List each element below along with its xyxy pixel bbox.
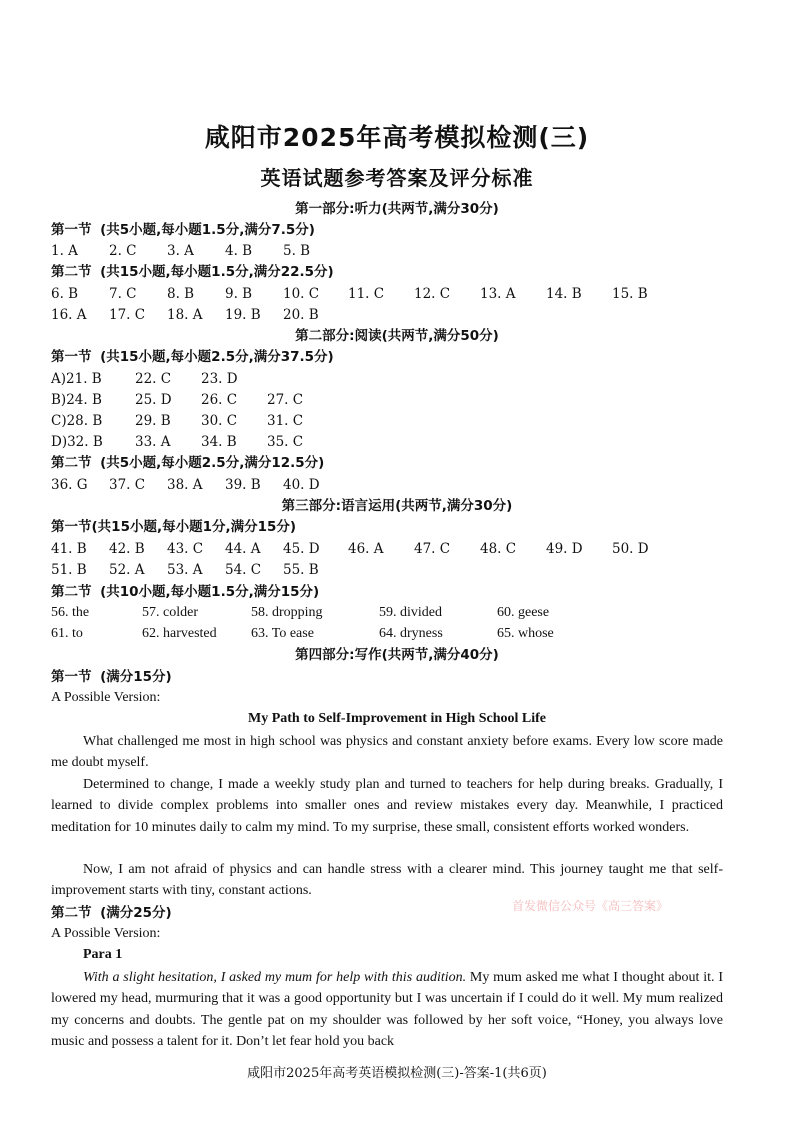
answer-item: 34. B <box>201 434 237 450</box>
answer-item: 4. B <box>225 243 253 259</box>
answer-item: 2. C <box>109 243 137 259</box>
answer-item: 63. To ease <box>251 626 314 641</box>
essay-paragraph: What challenged me most in high school was physics and constant anxiety before exams. Every low score made me doubt myself. <box>51 734 723 771</box>
answer-item: 6. B <box>51 286 79 302</box>
possible-version-label: A Possible Version: <box>51 926 161 941</box>
part2-heading: 第二部分:阅读(共两节,满分50分) <box>295 328 499 344</box>
part4-heading: 第四部分:写作(共两节,满分40分) <box>295 647 499 663</box>
answer-item: 27. C <box>267 392 304 408</box>
answer-item: 19. B <box>225 307 261 323</box>
continuation-text: My mum asked me what I thought about it. I lowered my head, murmuring that it was a good opportunity but I was uncertain if I could do it well. My mum realized my concerns and doubts. The gentle pat on my shoulder was followed by her soft voice, “Honey, you always love music and possess a talent for it. Don’t let fear hold you back <box>51 970 723 1049</box>
watermark: 首发微信公众号《高三答案》 <box>512 899 669 913</box>
answer-item: 43. C <box>167 541 204 557</box>
answer-item: 10. C <box>283 286 320 302</box>
answer-item: 51. B <box>51 562 87 578</box>
part4-sec1-header <box>51 667 172 687</box>
part2-sec1-header <box>51 347 334 367</box>
answer-item: 25. D <box>135 392 172 408</box>
answer-item: 46. A <box>348 541 384 557</box>
section-label: 第二节 <box>51 264 92 280</box>
answer-item: 52. A <box>109 562 145 578</box>
answer-item: 53. A <box>167 562 203 578</box>
answer-item: 1. A <box>51 243 78 259</box>
answer-item: 31. C <box>267 413 304 429</box>
answer-item: 41. B <box>51 541 87 557</box>
continuation-paragraph <box>51 967 723 1052</box>
section-desc: (共10小题,每小题1.5分,满分15分) <box>100 584 320 600</box>
answer-item: 37. C <box>109 477 146 493</box>
answer-item: 17. C <box>109 307 146 323</box>
section-label: 第二节 <box>51 584 92 600</box>
answer-item: B)24. B <box>51 392 102 408</box>
section-label: 第二节 <box>51 905 92 921</box>
para-label: Para 1 <box>83 947 123 962</box>
answer-item: 62. harvested <box>142 626 217 641</box>
part3-sec1-header <box>51 517 296 537</box>
answer-item: 22. C <box>135 371 172 387</box>
document-subtitle: 英语试题参考答案及评分标准 <box>260 166 534 190</box>
answer-item: 65. whose <box>497 626 554 641</box>
part1-heading: 第一部分:听力(共两节,满分30分) <box>295 201 499 217</box>
answer-item: 8. B <box>167 286 195 302</box>
section-label: 第一节 <box>51 222 92 238</box>
answer-item: 49. D <box>546 541 583 557</box>
section-label: 第一节 <box>51 669 92 685</box>
essay-paragraph: Determined to change, I made a weekly study plan and turned to teachers for help during breaks. Gradually, I learned to divide complex problems into smaller ones and review mistakes every day. Meanwhile, I practiced meditation for 10 minutes daily to calm my mind. To my surprise, these small, consistent efforts worked wonders. <box>51 777 723 835</box>
section-desc: (共5小题,每小题1.5分,满分7.5分) <box>100 222 315 238</box>
answer-item: 26. C <box>201 392 238 408</box>
answer-item: 58. dropping <box>251 605 323 620</box>
section-desc: (共15小题,每小题1分,满分15分) <box>91 519 297 535</box>
part1-sec1-header <box>51 220 315 240</box>
answer-item: 56. the <box>51 605 90 620</box>
answer-item: 39. B <box>225 477 261 493</box>
answer-item: 55. B <box>283 562 319 578</box>
answer-item: 57. colder <box>142 605 198 620</box>
section-desc: (共15小题,每小题1.5分,满分22.5分) <box>100 264 334 280</box>
answer-item: 38. A <box>167 477 203 493</box>
answer-item: 47. C <box>414 541 451 557</box>
section-label: 第一节 <box>51 349 92 365</box>
answer-item: D)32. B <box>51 434 103 450</box>
section-desc: (满分15分) <box>100 669 172 685</box>
possible-version-label: A Possible Version: <box>51 690 161 705</box>
answer-item: 40. D <box>283 477 320 493</box>
answer-item: 45. D <box>283 541 320 557</box>
part2-sec2-header <box>51 453 324 473</box>
section-label: 第一节 <box>51 519 92 535</box>
essay-paragraph: Now, I am not afraid of physics and can handle stress with a clearer mind. This journey taught me that self-improvement starts with tiny, constant actions. <box>51 862 723 899</box>
answer-item: 11. C <box>348 286 385 302</box>
answer-item: 20. B <box>283 307 319 323</box>
answer-item: 48. C <box>480 541 517 557</box>
answer-item: 61. to <box>51 626 83 641</box>
answer-item: 35. C <box>267 434 304 450</box>
answer-item: 44. A <box>225 541 261 557</box>
section-desc: (共15小题,每小题2.5分,满分37.5分) <box>100 349 334 365</box>
answer-item: 36. G <box>51 477 88 493</box>
answer-item: 60. geese <box>497 605 550 620</box>
section-desc: (满分25分) <box>100 905 172 921</box>
essay-title: My Path to Self-Improvement in High School Life <box>247 711 546 726</box>
answer-item: 14. B <box>546 286 582 302</box>
answer-item: 12. C <box>414 286 451 302</box>
answer-item: 30. C <box>201 413 238 429</box>
answer-item: 54. C <box>225 562 262 578</box>
answer-item: 7. C <box>109 286 137 302</box>
part4-sec2-header <box>51 903 172 923</box>
answer-item: 3. A <box>167 243 194 259</box>
part3-sec2-header <box>51 582 319 602</box>
answer-item: 9. B <box>225 286 253 302</box>
answer-item: C)28. B <box>51 413 103 429</box>
section-desc: (共5小题,每小题2.5分,满分12.5分) <box>100 455 325 471</box>
answer-item: 42. B <box>109 541 145 557</box>
answer-item: 5. B <box>283 243 311 259</box>
answer-item: 29. B <box>135 413 171 429</box>
part3-heading: 第三部分:语言运用(共两节,满分30分) <box>281 498 513 514</box>
given-opening-sentence: With a slight hesitation, I asked my mum for help with this audition. <box>83 970 467 985</box>
answer-item: 64. dryness <box>379 626 443 641</box>
answer-item: 13. A <box>480 286 516 302</box>
answer-item: 16. A <box>51 307 87 323</box>
answer-item: 59. divided <box>379 605 442 620</box>
page-footer: 咸阳市2025年高考英语模拟检测(三)-答案-1(共6页) <box>247 1066 547 1081</box>
answer-item: 50. D <box>612 541 649 557</box>
document-title: 咸阳市2025年高考模拟检测(三) <box>204 123 590 152</box>
answer-item: 18. A <box>167 307 203 323</box>
answer-item: 33. A <box>135 434 171 450</box>
part1-sec2-header <box>51 262 334 282</box>
answer-item: A)21. B <box>51 371 102 387</box>
answer-item: 15. B <box>612 286 648 302</box>
section-label: 第二节 <box>51 455 92 471</box>
answer-item: 23. D <box>201 371 238 387</box>
